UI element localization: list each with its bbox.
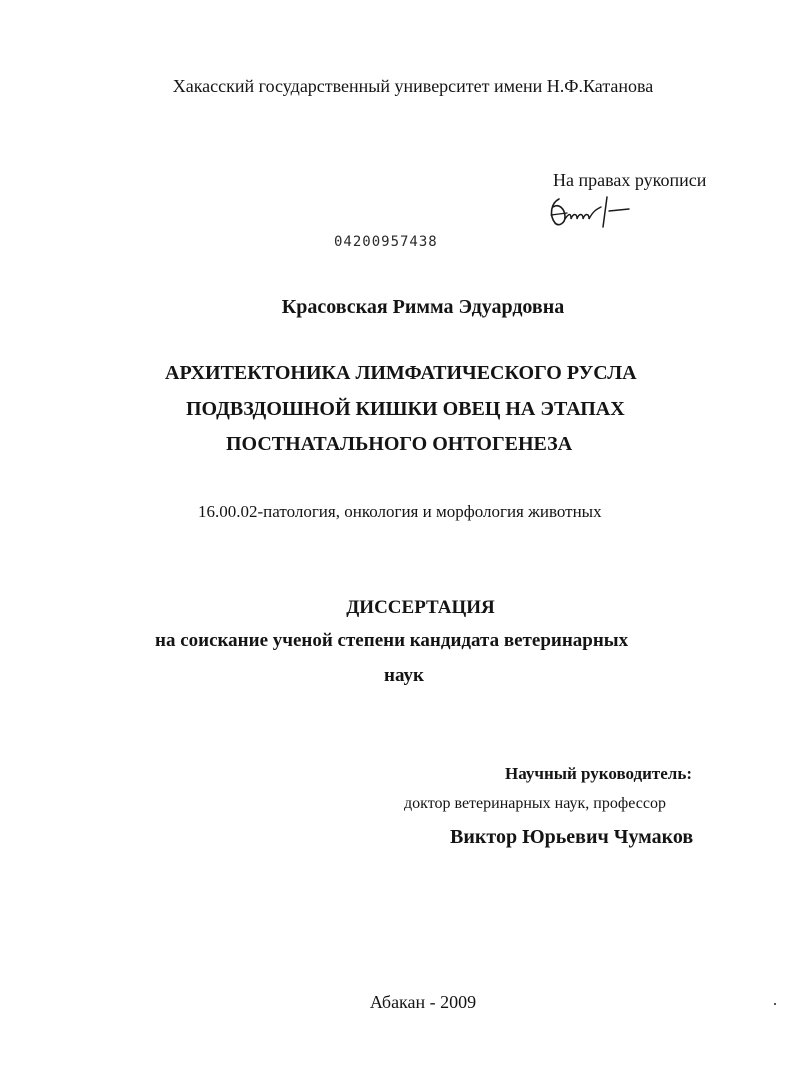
university-name: Хакасский государственный университет имени Н.Ф.Катанова	[172, 76, 654, 96]
archive-number: 04200957438	[334, 234, 438, 250]
specialty-code: 16.00.02-патология, онкология и морфология животных	[198, 502, 602, 521]
thesis-title-line-2: ПОДВЗДОШНОЙ КИШКИ ОВЕЦ НА ЭТАПАХ	[186, 398, 625, 420]
scan-speck	[774, 1003, 776, 1005]
author-name: Красовская Римма Эдуардовна	[281, 296, 565, 318]
handwritten-signature	[545, 193, 645, 233]
supervisor-title: доктор ветеринарных наук, профессор	[404, 795, 666, 812]
manuscript-note: На правах рукописи	[553, 170, 707, 190]
supervisor-name: Виктор Юрьевич Чумаков	[450, 826, 694, 848]
thesis-title-line-1: АРХИТЕКТОНИКА ЛИМФАТИЧЕСКОГО РУСЛА	[165, 362, 637, 384]
degree-line-1: на соискание ученой степени кандидата ветеринарных	[155, 630, 629, 651]
document-type: ДИССЕРТАЦИЯ	[346, 597, 495, 618]
thesis-title-line-3: ПОСТНАТАЛЬНОГО ОНТОГЕНЕЗА	[226, 433, 573, 455]
degree-line-2: наук	[384, 665, 424, 686]
city-year: Абакан - 2009	[369, 992, 477, 1012]
supervisor-label: Научный руководитель:	[505, 764, 692, 783]
